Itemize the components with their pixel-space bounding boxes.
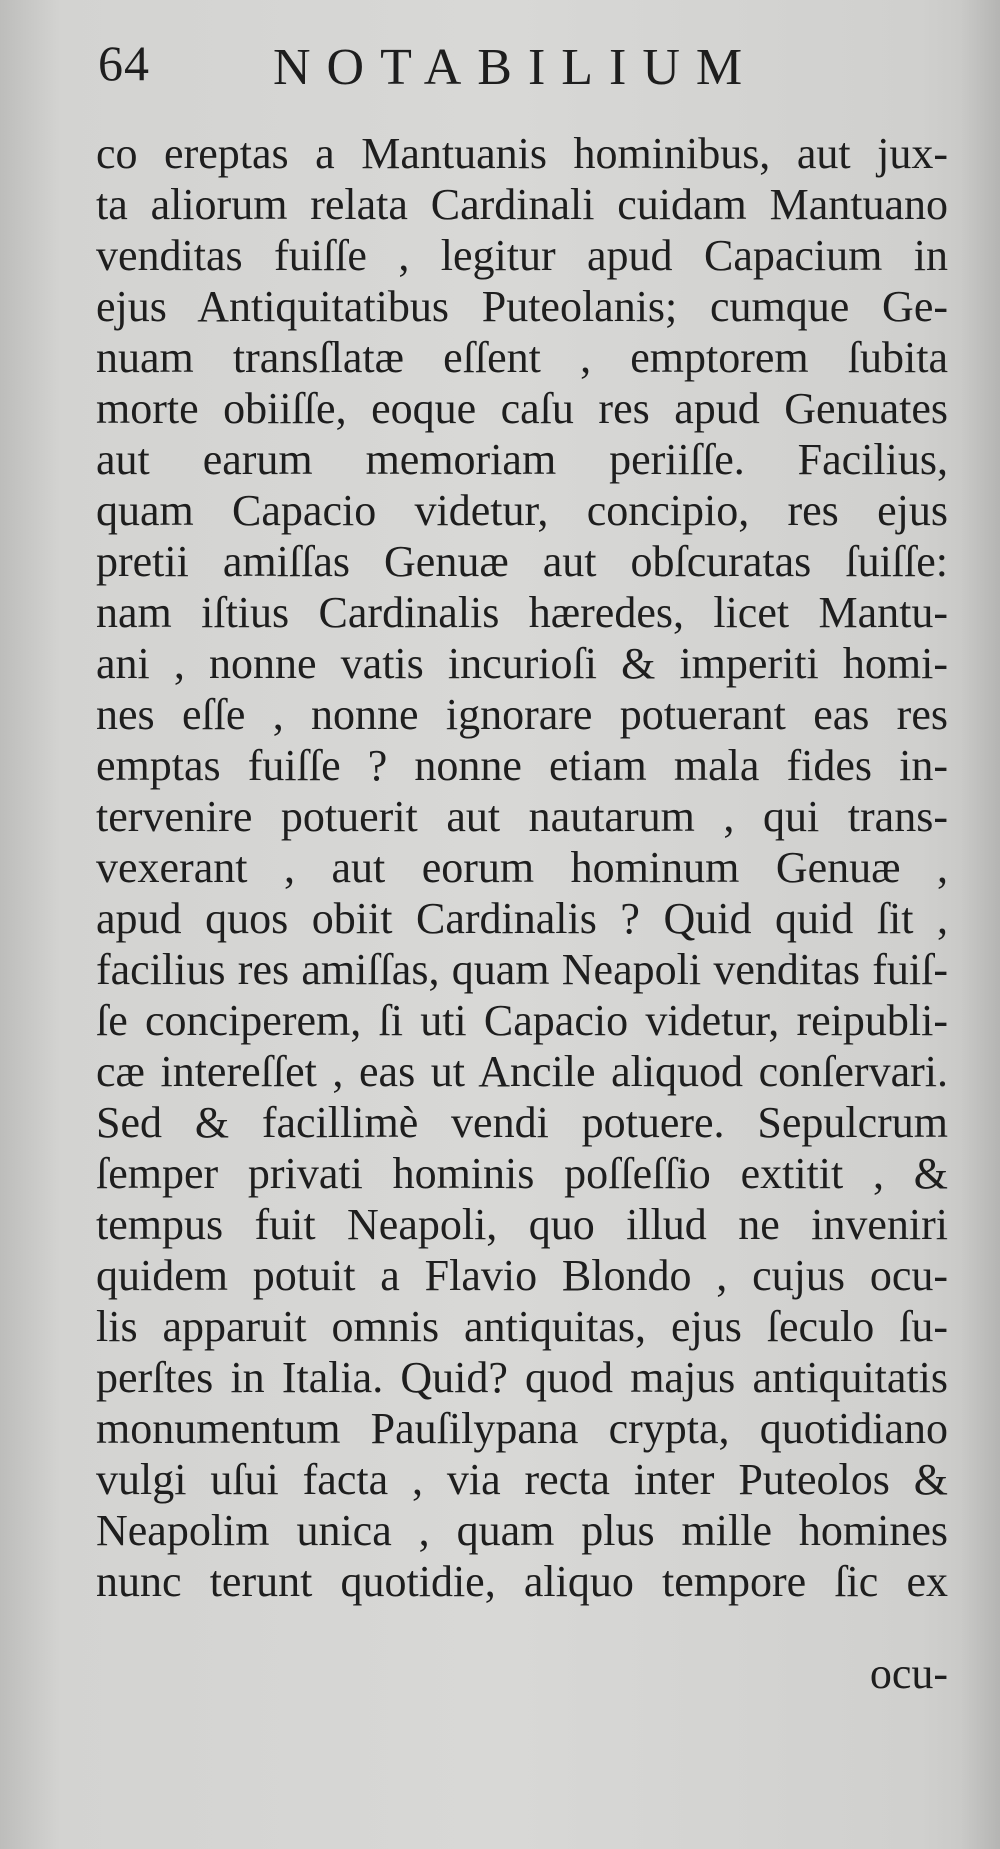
text-line: Neapolim unica , quam plus mille homines [96, 1506, 948, 1555]
page-number: 64 [98, 35, 150, 91]
text-line: facilius res amiſſas, quam Neapoli venditas fuiſ- [96, 945, 948, 994]
text-line: nam iſtius Cardinalis hæredes, licet Mantu- [96, 588, 948, 637]
text-line: aut earum memoriam periiſſe. Facilius, [96, 435, 948, 484]
text-line: nuam transſlatæ eſſent , emptorem ſubita [96, 333, 948, 382]
text-line: Sed & facillimè vendi potuere. Sepulcrum [96, 1098, 948, 1147]
body-text [96, 128, 948, 1607]
text-line: pretii amiſſas Genuæ aut obſcuratas ſuiſſe: [96, 537, 948, 586]
catchword-row [96, 1648, 948, 1699]
text-line: morte obiiſſe, eoque caſu res apud Genuates [96, 384, 948, 433]
text-line: ſe conciperem, ſi uti Capacio videtur, reipubli- [96, 996, 948, 1045]
text-line: emptas fuiſſe ? nonne etiam mala fides in- [96, 741, 948, 790]
text-line: co ereptas a Mantuanis hominibus, aut jux- [96, 129, 948, 178]
text-line: nunc terunt quotidie, aliquo tempore ſic ex [96, 1557, 948, 1606]
text-line: quidem potuit a Flavio Blondo , cujus ocu- [96, 1251, 948, 1300]
page-header [98, 26, 858, 106]
text-line: quam Capacio videtur, concipio, res ejus [96, 486, 948, 535]
text-line: vexerant , aut eorum hominum Genuæ , [96, 843, 948, 892]
text-line: vulgi uſui facta , via recta inter Puteolos & [96, 1455, 948, 1504]
text-line: nes eſſe , nonne ignorare potuerant eas res [96, 690, 948, 739]
text-line: tempus fuit Neapoli, quo illud ne inveniri [96, 1200, 948, 1249]
text-line: tervenire potuerit aut nautarum , qui trans- [96, 792, 948, 841]
text-line: cæ intereſſet , eas ut Ancile aliquod conſervari. [96, 1047, 948, 1096]
text-line: monumentum Pauſilypana crypta, quotidiano [96, 1404, 948, 1453]
page-edge-shadow [960, 0, 1000, 1849]
text-line: ſemper privati hominis poſſeſſio extitit , & [96, 1149, 948, 1198]
text-line: apud quos obiit Cardinalis ? Quid quid ſit , [96, 894, 948, 943]
running-head: NOTABILIUM [273, 39, 759, 96]
text-line: ejus Antiquitatibus Puteolanis; cumque Ge- [96, 282, 948, 331]
text-line: venditas fuiſſe , legitur apud Capacium in [96, 231, 948, 280]
text-line: perſtes in Italia. Quid? quod majus antiquitatis [96, 1353, 948, 1402]
text-line: ani , nonne vatis incurioſi & imperiti homi- [96, 639, 948, 688]
catchword: ocu- [869, 1649, 948, 1698]
text-line: lis apparuit omnis antiquitas, ejus ſeculo ſu- [96, 1302, 948, 1351]
text-line: ta aliorum relata Cardinali cuidam Mantuano [96, 180, 948, 229]
